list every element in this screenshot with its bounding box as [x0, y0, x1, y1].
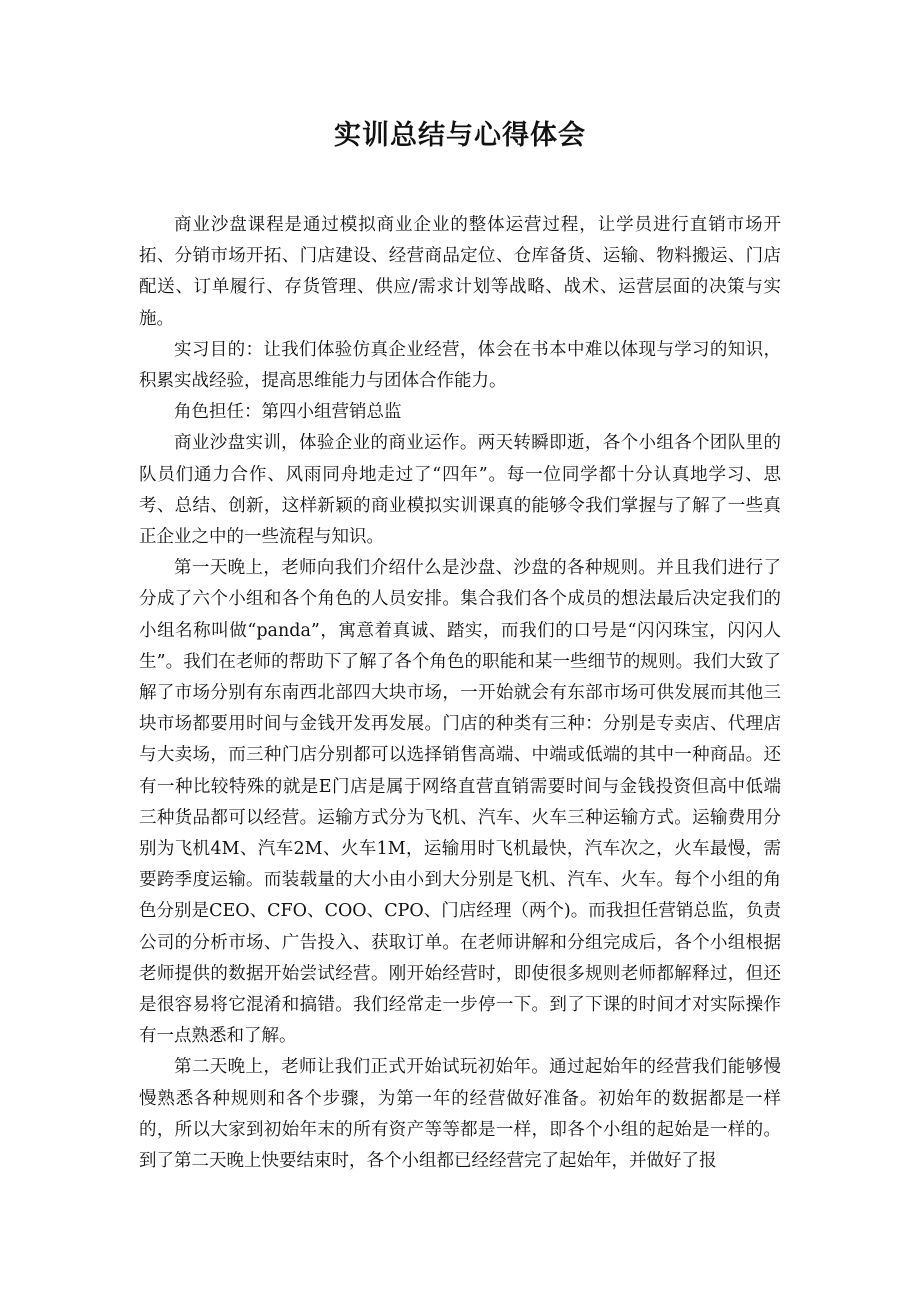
paragraph-purpose: 实习目的：让我们体验仿真企业经营，体会在书本中难以体现与学习的知识，积累实战经验，提高思维能力与团体合作能力。 — [139, 339, 781, 392]
paragraph-day-two: 第二天晚上，老师让我们正式开始试玩初始年。通过起始年的经营我们能够慢慢熟悉各种规则和各个步骤，为第一年的经营做好准备。初始年的数据都是一样的，所以大家到初始年末的所有资产等等都是一样，即各个小组的起始是一样的。到了第二天晚上快要结束时，各个小组都已经经营完了起始年，并做好了报 — [139, 1057, 781, 1172]
paragraph-role: 角色担任：第四小组营销总监 — [174, 402, 402, 423]
document-body — [139, 210, 781, 1177]
paragraph-course-intro: 商业沙盘课程是通过模拟商业企业的整体运营过程，让学员进行直销市场开拓、分销市场开拓、门店建设、经营商品定位、仓库备货、运输、物料搬运、门店配送、订单履行、存货管理、供应/需求计划等战略、战术、运营层面的决策与实施。 — [139, 215, 781, 329]
paragraph-day-one: 第一天晚上，老师向我们介绍什么是沙盘、沙盘的各种规则。并且我们进行了分成了六个小组和各个角色的人员安排。集合我们各个成员的想法最后决定我们的小组名称叫做“panda”，寓意着真诚、踏实，而我们的口号是“闪闪珠宝，闪闪人生”。我们在老师的帮助下了解了各个角色的职能和某一些细节的规则。我们大致了解了市场分别有东南西北部四大块市场，一开始就会有东部市场可供发展而其他三块市场都要用时间与金钱开发再发展。门店的种类有三种：分别是专卖店、代理店与大卖场，而三种门店分别都可以选择销售高端、中端或低端的其中一种商品。还有一种比较特殊的就是E门店是属于网络直营直销需要时间与金钱投资但高中低端三种货品都可以经营。运输方式分为飞机、汽车、火车三种运输方式。运输费用分别为飞机4M、汽车2M、火车1M，运输用时飞机最快，汽车次之，火车最慢，需要跨季度运输。而装载量的大小由小到大分别是飞机、汽车、火车。每个小组的角色分别是CEO、CFO、COO、CPO、门店经理（两个)。而我担任营销总监，负责公司的分析市场、广告投入、获取订单。在老师讲解和分组完成后，各个小组根据老师提供的数据开始尝试经营。刚开始经营时，即使很多规则老师都解释过，但还是很容易将它混淆和搞错。我们经常走一步停一下。到了下课的时间才对实际操作有一点熟悉和了解。 — [139, 558, 781, 1047]
document-title: 实训总结与心得体会 — [334, 120, 586, 151]
paragraph-overview: 商业沙盘实训，体验企业的商业运作。两天转瞬即逝，各个小组各个团队里的队员们通力合作、风雨同舟地走过了“四年”。每一位同学都十分认真地学习、思考、总结、创新，这样新颖的商业模拟实训课真的能够令我们掌握与了解了一些真正企业之中的一些流程与知识。 — [139, 433, 781, 548]
